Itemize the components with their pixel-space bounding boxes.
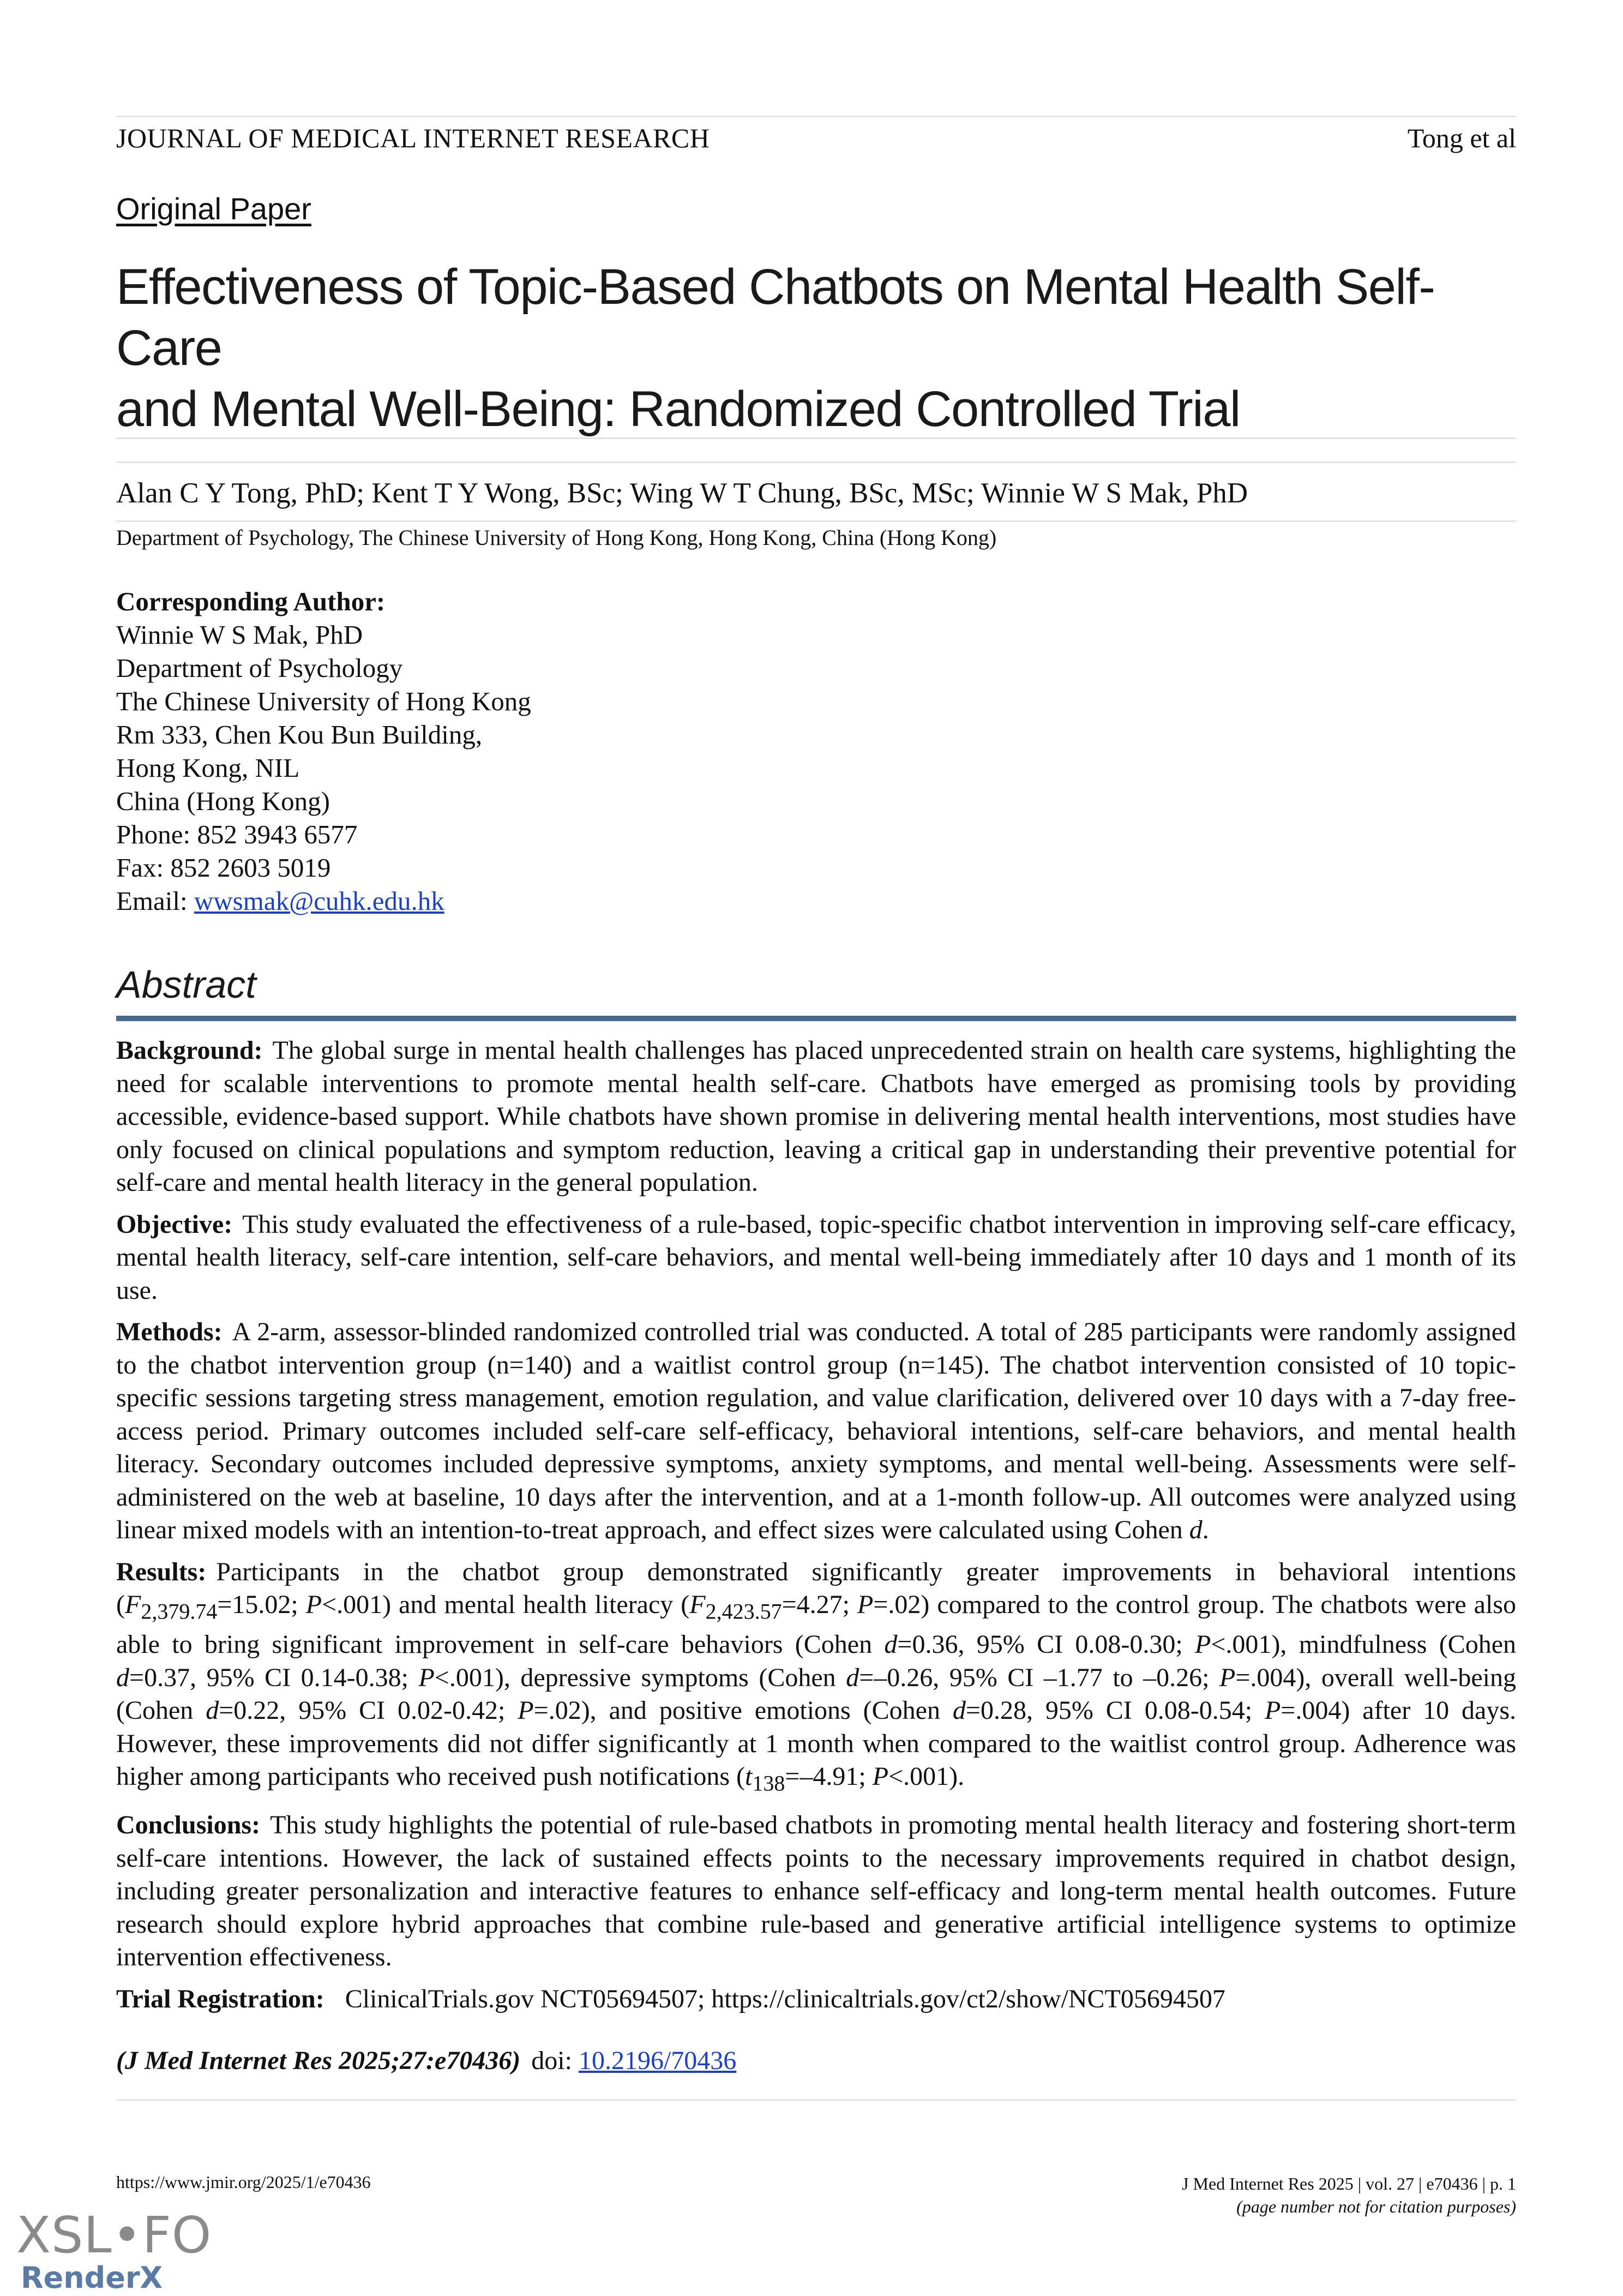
stat-df: 2,423.57	[705, 1599, 782, 1624]
stat-d: d	[884, 1630, 898, 1659]
stat-df: 138	[752, 1771, 785, 1796]
corresponding-author	[116, 585, 531, 918]
abstract-results	[116, 1556, 1516, 1801]
results-text: =0.22, 95% CI 0.02-0.42;	[219, 1696, 518, 1725]
abstract-trial-registration	[116, 1983, 1516, 2016]
results-text: =.004), overall well-being (Cohen	[116, 1663, 1516, 1725]
results-text: =0.37, 95% CI 0.14-0.38;	[129, 1663, 419, 1692]
email-line	[116, 884, 531, 918]
corr-line: Department of Psychology	[116, 653, 403, 683]
corr-line: The Chinese University of Hong Kong	[116, 686, 531, 716]
authors-divider	[116, 520, 1516, 522]
stat-d: d	[952, 1696, 966, 1725]
citation	[116, 2046, 736, 2076]
page-info: J Med Internet Res 2025 | vol. 27 | e70436 | p. 1	[1182, 2174, 1516, 2193]
journal-name: JOURNAL OF MEDICAL INTERNET RESEARCH	[116, 123, 710, 153]
results-text: <.001).	[888, 1762, 965, 1791]
objective-label: Objective:	[116, 1209, 233, 1239]
results-text: =15.02;	[217, 1590, 306, 1619]
abstract-body	[116, 1034, 1516, 2024]
running-author: Tong et al	[1407, 123, 1516, 153]
stat-p: P	[1264, 1696, 1281, 1725]
stat-p: P	[872, 1762, 889, 1791]
stat-p: P	[1219, 1663, 1236, 1692]
results-text: <.001), mindfulness (Cohen	[1211, 1630, 1516, 1659]
results-text: =–4.91;	[785, 1762, 873, 1791]
doi-label: doi:	[531, 2046, 579, 2075]
citation-text: (J Med Internet Res 2025;27:e70436)	[116, 2046, 521, 2075]
citation-divider	[116, 2099, 1516, 2101]
authors-top-divider	[116, 461, 1516, 463]
stat-f: F	[689, 1590, 706, 1619]
conclusions-text: This study highlights the potential of rule-based chatbots in promoting mental health literacy and fostering short-term self-care intentions. However, the lack of sustained effects points to the necessary improvements required in chatbot design, including greater personalization and interactive features to enhance self-efficacy and long-term mental health outcomes. Future research should explore hybrid approaches that combine rule-based and generative artificial intelligence systems to optimize intervention effectiveness.	[116, 1811, 1516, 1972]
section-label: Original Paper	[116, 191, 311, 226]
title-divider	[116, 437, 1516, 439]
footer-url: https://www.jmir.org/2025/1/e70436	[116, 2172, 371, 2192]
results-text: =.02) compared to the control group. The chatbots were also able to bring significant improvement in self-care behaviors (Cohen	[116, 1590, 1516, 1659]
stat-df: 2,379.74	[141, 1599, 218, 1624]
corr-line: Fax: 852 2603 5019	[116, 853, 331, 883]
methods-cohen-d: d	[1189, 1515, 1203, 1544]
results-label: Results:	[116, 1557, 207, 1586]
page-note: (page number not for citation purposes)	[1236, 2197, 1516, 2216]
corr-line: Rm 333, Chen Kou Bun Building,	[116, 720, 483, 750]
results-text: =0.28, 95% CI 0.08-0.54;	[965, 1696, 1265, 1725]
stat-t: t	[745, 1762, 753, 1791]
abstract-heading: Abstract	[116, 963, 256, 1006]
results-text: <.001) and mental health literacy (	[322, 1590, 690, 1619]
results-text: =0.36, 95% CI 0.08-0.30;	[897, 1630, 1195, 1659]
abstract-background	[116, 1034, 1516, 1200]
stat-p: P	[518, 1696, 534, 1725]
logo-renderx: RenderX	[21, 2261, 163, 2295]
stat-f: F	[124, 1590, 141, 1619]
logo-xslfo: XSL•FO	[16, 2206, 212, 2264]
stat-d: d	[846, 1663, 859, 1692]
stat-p: P	[857, 1590, 874, 1619]
corr-line: Winnie W S Mak, PhD	[116, 620, 363, 650]
stat-p: P	[1195, 1630, 1211, 1659]
objective-text: This study evaluated the effectiveness of a rule-based, topic-specific chatbot intervention in improving self-care efficacy, mental health literacy, self-care intention, self-care behaviors, and mental well-being immediately after 10 days and 1 month of its use.	[116, 1209, 1516, 1305]
title-line-2: and Mental Well-Being: Randomized Controlled Trial	[116, 381, 1240, 437]
abstract-conclusions	[116, 1809, 1516, 1974]
stat-d: d	[206, 1696, 219, 1725]
article-title	[116, 256, 1516, 440]
email-link[interactable]: wwsmak@cuhk.edu.hk	[194, 886, 444, 916]
results-text: <.001), depressive symptoms (Cohen	[434, 1663, 846, 1692]
doi-link[interactable]: 10.2196/70436	[578, 2046, 737, 2075]
results-text: Participants in the chatbot group demonstrated significantly greater improvements in behavioral intentions (	[116, 1557, 1516, 1619]
abstract-objective	[116, 1208, 1516, 1308]
corr-line: Phone: 852 3943 6577	[116, 819, 358, 849]
trial-label: Trial Registration:	[116, 1984, 324, 2013]
footer-page-info	[1182, 2172, 1516, 2218]
abstract-methods: Methods: A 2-arm, assessor-blinded randomized controlled trial was conducted. A total of 285 participants were randomly assigned to the chatbot intervention group (n=140) and a waitlist control group (n=145). The chatbot intervention consisted of 10 topic-specific sessions targeting stress management, emotion regulation, and value clarification, delivered over 10 days with a 7-day free-access period. Primary outcomes included self-care self-efficacy, behavioral intentions, self-care behaviors, and mental health literacy. Secondary outcomes included depressive symptoms, anxiety symptoms, and mental well-being. Assessments were self-administered on the web at baseline, 10 days after the intervention, and at a 1-month follow-up. All outcomes were analyzed using linear mixed models with an intention-to-treat approach, and effect sizes were calculated using Cohen d.	[116, 1317, 1516, 1544]
background-text: The global surge in mental health challenges has placed unprecedented strain on health care systems, highlighting the need for scalable interventions to promote mental health self-care. Chatbots have emerged as promising tools by providing accessible, evidence-based support. While chatbots have shown promise in delivering mental health interventions, most studies have only focused on clinical populations and symptom reduction, leaving a critical gap in understanding their preventive potential for self-care and mental health literacy in the general population.	[116, 1036, 1516, 1197]
top-divider	[116, 116, 1516, 117]
corr-line: China (Hong Kong)	[116, 786, 330, 816]
corr-line: Hong Kong, NIL	[116, 753, 300, 783]
abstract-divider	[116, 1016, 1516, 1021]
xslfo-renderx-logo	[16, 2206, 212, 2295]
title-line-1: Effectiveness of Topic-Based Chatbots on Mental Health Self-Care	[116, 259, 1435, 376]
results-text: =4.27;	[782, 1590, 858, 1619]
methods-label: Methods:	[116, 1317, 223, 1346]
corresponding-heading: Corresponding Author:	[116, 586, 386, 616]
trial-text: ClinicalTrials.gov NCT05694507; https://clinicaltrials.gov/ct2/show/NCT05694507	[345, 1984, 1225, 2013]
stat-p: P	[418, 1663, 435, 1692]
email-label: Email:	[116, 886, 194, 916]
conclusions-label: Conclusions:	[116, 1811, 261, 1840]
results-text: =.004) after 10 days. However, these improvements did not differ significantly at 1 month when compared to the waitlist control group. Adherence was higher among participants who received push notifications (	[116, 1696, 1516, 1791]
stat-p: P	[305, 1590, 322, 1619]
stat-d: d	[116, 1663, 129, 1692]
background-label: Background:	[116, 1036, 263, 1065]
results-text: =.02), and positive emotions (Cohen	[533, 1696, 953, 1725]
affiliation: Department of Psychology, The Chinese University of Hong Kong, Hong Kong, China (Hong Kong)	[116, 525, 997, 550]
results-text: =–0.26, 95% CI –1.77 to –0.26;	[859, 1663, 1220, 1692]
author-list: Alan C Y Tong, PhD; Kent T Y Wong, BSc; Wing W T Chung, BSc, MSc; Winnie W S Mak, PhD	[116, 477, 1248, 509]
methods-text: A 2-arm, assessor-blinded randomized controlled trial was conducted. A total of 285 participants were randomly assigned to the chatbot intervention group (n=140) and a waitlist control group (n=145). The chatbot intervention consisted of 10 topic-specific sessions targeting stress management, emotion regulation, and value clarification, delivered over 10 days with a 7-day free-access period. Primary outcomes included self-care self-efficacy, behavioral intentions, self-care behaviors, and mental health literacy. Secondary outcomes included depressive symptoms, anxiety symptoms, and mental well-being. Assessments were self-administered on the web at baseline, 10 days after the intervention, and at a 1-month follow-up. All outcomes were analyzed using linear mixed models with an intention-to-treat approach, and effect sizes were calculated using Cohen	[116, 1317, 1516, 1544]
